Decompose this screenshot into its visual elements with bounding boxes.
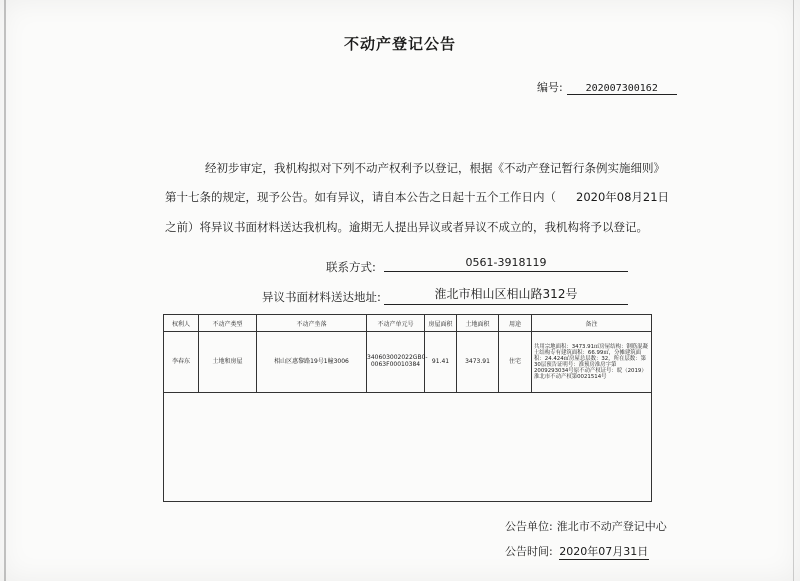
cell-type: 土地和房屋 (199, 332, 257, 393)
cell-note: 共用宗地面积：3473.91㎡房屋结构：钢筋混凝土结构专有建筑面积：66.99㎡，分摊建筑面积：24.424㎡房屋总层数：32，所在层数：第30层预告证明号：淮预房准房字第2009293034号原不动产权证号：皖（2019）淮北市不动产权第0021514号 (532, 332, 652, 393)
body-line-2 (165, 192, 669, 204)
header-house-area: 房屋面积 (425, 315, 457, 332)
header-note: 备注 (532, 315, 652, 332)
scan-edge-right (793, 0, 794, 581)
announce-time-value: 2020年07月31日 (559, 545, 649, 558)
cell-unit-no: 340603002022GB0-0063F00010384 (367, 332, 425, 393)
cell-land-area: 3473.91 (457, 332, 499, 393)
objection-deadline: 2020年08月21日 (576, 190, 670, 204)
body-line-1: 经初步审定，我机构拟对下列不动产权利予以登记，根据《不动产登记暂行条例实施细则》 (205, 161, 665, 175)
header-type: 不动产类型 (199, 315, 257, 332)
header-usage: 用途 (499, 315, 532, 332)
cell-house-area: 91.41 (425, 332, 457, 393)
serial-number (537, 79, 677, 95)
header-unit-no: 不动产单元号 (367, 315, 425, 332)
issuer-value: 淮北市不动产登记中心 (556, 520, 667, 533)
address-label: 异议书面材料送达地址: (262, 290, 381, 304)
issuer (505, 518, 667, 534)
body-line-3: 之前）将异议书面材料送达我机构。逾期无人提出异议或者异议不成立的，我机构将予以登记。 (165, 220, 648, 234)
body-line-2-text: 第十七条的规定，现予公告。如有异议，请自本公告之日起十五个工作日内（ (165, 190, 556, 204)
header-owner: 权利人 (164, 315, 199, 332)
scan-edge-left (4, 0, 6, 581)
cell-location: 相山区惠黎路19号1幢3006 (257, 332, 367, 393)
cell-usage: 住宅 (499, 332, 532, 393)
table-header-row (164, 315, 652, 332)
issuer-label: 公告单位: (505, 520, 553, 533)
blank-area (164, 393, 652, 502)
page-title: 不动产登记公告 (343, 35, 456, 53)
cell-owner: 李春东 (164, 332, 199, 393)
header-land-area: 土地面积 (457, 315, 499, 332)
contact-value: 0561-3918119 (384, 256, 628, 272)
table-row (164, 332, 652, 393)
header-location: 不动产坐落 (257, 315, 367, 332)
contact-label: 联系方式: (326, 260, 376, 274)
serial-value: 202007300162 (567, 83, 677, 95)
announce-time (505, 543, 649, 560)
registration-table (163, 314, 652, 502)
address-value: 淮北市相山区相山路312号 (384, 285, 628, 305)
announce-time-label: 公告时间: (505, 545, 553, 558)
serial-label: 编号: (537, 81, 563, 94)
table-blank-row (164, 393, 652, 502)
